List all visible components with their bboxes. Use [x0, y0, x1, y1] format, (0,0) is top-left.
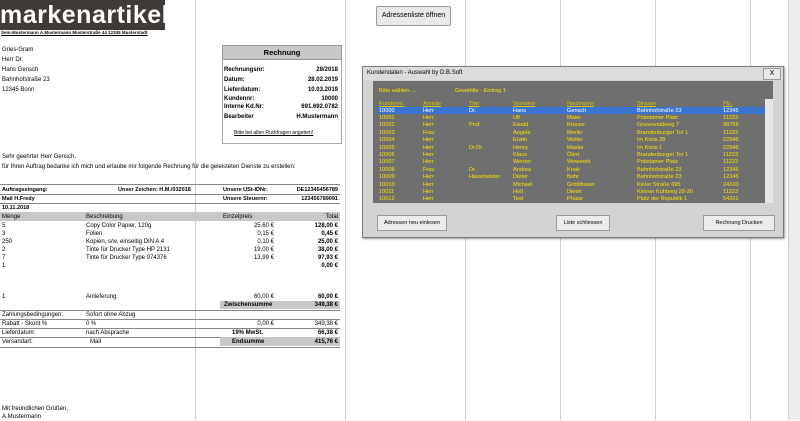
column-header[interactable]: Nachname [567, 101, 595, 107]
order-mail: Mail H.Fredy [2, 196, 35, 202]
close-icon[interactable]: X [763, 68, 781, 80]
customer-cell: 10006 [379, 151, 395, 158]
payment-terms-value: Sofort ohne Abzug [86, 312, 136, 318]
customer-cell: 10001 [379, 114, 395, 121]
address-line: Hans Gensch [2, 67, 39, 73]
invoice-field-value: H.Mustermann [296, 114, 338, 120]
customer-cell: Hans [513, 107, 527, 114]
customer-cell: Kleiner Kuhberg 28-30 [637, 188, 693, 195]
customer-cell: Herr [423, 137, 434, 144]
customer-cell: 10002 [379, 122, 395, 129]
column-header[interactable]: Strasse [637, 101, 656, 107]
customer-cell: Bahnhofstraße 23 [637, 166, 682, 173]
column-header[interactable]: Kundennr. [379, 101, 405, 107]
column-header[interactable]: Plz. [723, 101, 733, 107]
reload-addresses-button[interactable]: Adressen neu einlesen [377, 215, 447, 231]
customer-cell: Andrea [513, 166, 532, 173]
customer-cell: Merlin [567, 129, 583, 136]
anlieferung-total: 60,00 € [317, 294, 338, 300]
table-row-menge: 2 [2, 247, 6, 253]
table-row-total: 0,45 € [321, 231, 338, 237]
customer-cell: 12345 [723, 166, 739, 173]
table-row-menge: 250 [2, 239, 13, 245]
customer-cell: Prof. [469, 122, 481, 129]
customer-cell: Herr [423, 151, 434, 158]
open-address-list-button[interactable]: Adressenliste öffnen [376, 6, 451, 26]
list-scrollbar[interactable] [765, 99, 773, 203]
total-value: 415,76 € [314, 339, 338, 345]
table-row-total: 97,93 € [317, 255, 338, 261]
total-label: Endsumme [232, 339, 265, 345]
invoice-field-label: Bearbeiter [224, 114, 254, 120]
shipping-value: Mail [90, 339, 102, 345]
print-invoice-button[interactable]: Rechnung Drucken [703, 215, 775, 231]
customer-cell: 10008 [379, 166, 395, 173]
letter-greeting: Sehr geehrter Herr Gensch, [2, 154, 77, 160]
customer-cell: 22946 [723, 137, 739, 144]
company-logo: markenartikel [0, 1, 170, 29]
column-header[interactable]: Vorname [513, 101, 536, 107]
customer-cell: Klaus [513, 151, 527, 158]
customer-cell: Dieter [567, 188, 582, 195]
invoice-field-value: 691.692.0782 [301, 104, 338, 110]
table-row-menge: 3 [2, 231, 6, 237]
customer-cell: Bahnhofstraße 23 [637, 107, 682, 114]
customer-cell: Test [513, 196, 524, 203]
customer-cell: Dr. [469, 107, 477, 114]
customer-cell: 11223 [723, 188, 739, 195]
customer-cell: Michael [513, 181, 533, 188]
dialog-selected: Gewählte - Eintrag 1 [455, 88, 506, 94]
customer-cell: 11223 [723, 151, 739, 158]
customer-list-panel [373, 81, 773, 203]
customer-cell: 10003 [379, 129, 395, 136]
customer-cell: Phase [567, 196, 583, 203]
table-row-total: 38,00 € [317, 247, 338, 253]
customer-cell: 11223 [723, 159, 739, 166]
subtotal-label: Zwischensumme [224, 302, 273, 308]
customer-cell: Herr [423, 181, 434, 188]
customer-cell: 22946 [723, 144, 739, 151]
order-date: 10.11.2018 [2, 205, 30, 211]
invoice-field-value: 10.03.2019 [307, 87, 338, 93]
customer-cell: Potsdamer Platz [637, 159, 679, 166]
delivery-value: nach Absprache [86, 330, 130, 336]
discount-percent: 0 % [86, 321, 97, 327]
closing-line: Mit freundlichen Grüßen, [2, 406, 69, 412]
subtotal-value: 349,38 € [314, 302, 338, 308]
table-row-total: 25,00 € [317, 239, 338, 245]
order-label: Auftragseingang: [2, 187, 48, 193]
customer-cell: Grunewaldweg 7 [637, 122, 679, 129]
discount-label: Rabatt - Skont % [2, 321, 48, 327]
customer-cell: Wowereit [567, 159, 591, 166]
letter-intro: für Ihren Auftrag bedanke ich mich und erlaube mir folgende Rechnung für die geleisteten Dienste zu erstellen: [2, 164, 296, 170]
customer-cell: 10000 [379, 107, 395, 114]
col-beschreibung: Beschreibung [86, 214, 123, 220]
customer-cell: 12345 [723, 174, 739, 181]
table-row-desc: Tinte für Drucker Type 974376 [86, 255, 167, 261]
customer-cell: Maier [567, 114, 581, 121]
table-row-menge: 7 [2, 255, 6, 261]
table-row-menge: 1 [2, 263, 6, 269]
discount-amount: 0,00 € [257, 321, 274, 327]
customer-cell: Frau [423, 129, 435, 136]
col-einzelpreis: Einzelpreis [223, 214, 253, 220]
invoice-title: Rechnung [222, 45, 342, 60]
discount-total: 349,38 € [314, 321, 338, 327]
dialog-title: Kundendaten - Auswahl by D.B.Soft [367, 70, 463, 76]
customer-cell: 24103 [723, 181, 739, 188]
invoice-field-label: Rechnungsnr: [224, 67, 265, 73]
customer-cell: Im Kreis 28 [637, 137, 666, 144]
customer-cell: 10010 [379, 181, 395, 188]
table-row-desc: Folien [86, 231, 103, 237]
address-line: Bahnhofstraße 23 [2, 77, 50, 83]
customer-cell: Gröblbauer [567, 181, 595, 188]
col-total: Total [325, 214, 338, 220]
customer-cell: 10007 [379, 159, 395, 166]
steuer-value: 123456789091 [301, 196, 338, 202]
customer-cell: 10009 [379, 174, 395, 181]
customer-cell: 10011 [379, 188, 395, 195]
customer-cell: Herr [423, 196, 434, 203]
invoice-field-label: Kundennr: [224, 96, 255, 102]
payment-terms-label: Zahlungsbedingungen: [2, 312, 64, 318]
customer-cell: 98765 [723, 122, 739, 129]
table-row-price: 25,60 € [253, 223, 274, 229]
customer-cell: Herr [423, 174, 434, 181]
ustid-value: DE12345456789 [296, 187, 338, 193]
column-header[interactable]: Titel [469, 101, 480, 107]
column-header[interactable]: Anrede [423, 101, 442, 107]
customer-cell: 11223 [723, 114, 739, 121]
anlieferung-price: 60,00 € [253, 294, 274, 300]
customer-cell: 10012 [379, 196, 395, 203]
customer-cell: Heß [513, 188, 524, 195]
closing-name: A.Mustermann [2, 414, 42, 420]
customer-cell: Bohr [567, 174, 579, 181]
table-row-menge: 5 [2, 223, 6, 229]
customer-cell: Brandenburger Tor 1 [637, 151, 689, 158]
close-list-button[interactable]: Liste schliessen [556, 215, 610, 231]
customer-cell: Potsdamer Platz [637, 114, 679, 121]
anlieferung-menge: 1 [2, 294, 6, 300]
customer-cell: Herr [423, 122, 434, 129]
invoice-field-label: Lieferdatum: [224, 87, 261, 93]
ustid-label: Unsere USt-IDNr: [223, 187, 268, 193]
customer-cell: 12345 [723, 107, 739, 114]
customer-cell: Krause [567, 122, 585, 129]
address-line: Gries-Gram [2, 47, 34, 53]
vat-label: 19% MwSt. [232, 330, 264, 336]
customer-cell: Werner [513, 159, 532, 166]
customer-cell: 10004 [379, 137, 395, 144]
customer-cell: Knak [567, 166, 580, 173]
shipping-label: Versandart: [2, 339, 33, 345]
customer-cell: Herr [423, 114, 434, 121]
customer-cell: Ulf [513, 114, 520, 121]
vat-value: 66,38 € [317, 330, 338, 336]
customer-cell: Wolter [567, 137, 584, 144]
customer-cell: Ewald [513, 122, 529, 129]
dialog-titlebar[interactable] [363, 67, 783, 80]
table-row-price: 19,00 € [253, 247, 274, 253]
customer-cell: Herr [423, 188, 434, 195]
table-row-price: 13,99 € [253, 255, 274, 261]
steuer-label: Unsere Steuernr: [223, 196, 268, 202]
invoice-field-value: 10000 [321, 96, 338, 102]
customer-cell: Im Kreis 1 [637, 144, 663, 151]
address-line: 12345 Bonn [2, 87, 35, 93]
table-row-price: 0,15 € [257, 231, 274, 237]
customer-cell: Frau [423, 166, 435, 173]
customer-cell: Dr.Dr. [469, 144, 484, 151]
customer-cell: Herr [423, 107, 434, 114]
col-menge: Menge [2, 214, 21, 220]
invoice-note: Bitte bei allen Rückfragen angeben! [234, 130, 314, 136]
customer-cell: Brandenburger Tor 1 [637, 129, 689, 136]
sheet-scrollbar[interactable] [788, 0, 800, 420]
table-row-price: 0,10 € [257, 239, 274, 245]
customer-cell: Dieter [513, 174, 528, 181]
logo-subtitle: Sem-Mustermann A.Mustermann Musterstraße 44 12345 Musterstadt [1, 30, 148, 35]
dialog-prompt: Bitte wählen ... [379, 88, 416, 94]
table-row-total: 128,00 € [314, 223, 338, 229]
order-reference: Unser Zeichen: H.M./032018 [118, 187, 191, 193]
invoice-field-label: Datum: [224, 77, 245, 83]
table-row-desc: Tinte für Drucker Type HP 2131 [86, 247, 170, 253]
customer-cell: 54321 [723, 196, 739, 203]
customer-cell: Dr. [469, 166, 477, 173]
address-line: Herr Dr. [2, 57, 23, 63]
invoice-field-value: 28.02.2019 [307, 77, 338, 83]
customer-cell: Herr [423, 159, 434, 166]
customer-cell: 11223 [723, 129, 739, 136]
table-row-desc: Kopien, s/w, einseitig DIN A 4 [86, 239, 165, 245]
customer-cell: Maske [567, 144, 584, 151]
customer-cell: 10005 [379, 144, 395, 151]
customer-cell: Angela [513, 129, 531, 136]
invoice-field-label: Interne Kd.Nr: [224, 104, 265, 110]
customer-cell: Herr [423, 144, 434, 151]
delivery-label: Lieferdatum: [2, 330, 36, 336]
customer-cell: Platz der Republik 1 [637, 196, 688, 203]
anlieferung-desc: Anlieferung [86, 294, 117, 300]
table-row-desc: Copy Color Papier, 120g [86, 223, 152, 229]
customer-cell: Hausmeister [469, 174, 501, 181]
table-row-total: 0,00 € [321, 263, 338, 269]
customer-cell: Ölert [567, 151, 580, 158]
customer-cell: Henry [513, 144, 528, 151]
customer-cell: Gensch [567, 107, 587, 114]
customer-dialog [362, 66, 784, 238]
invoice-field-value: 28/2018 [316, 67, 338, 73]
customer-cell: Erwin [513, 137, 527, 144]
customer-cell: Bahnhofstraße 23 [637, 174, 682, 181]
customer-cell: Kieler Straße 695 [637, 181, 681, 188]
